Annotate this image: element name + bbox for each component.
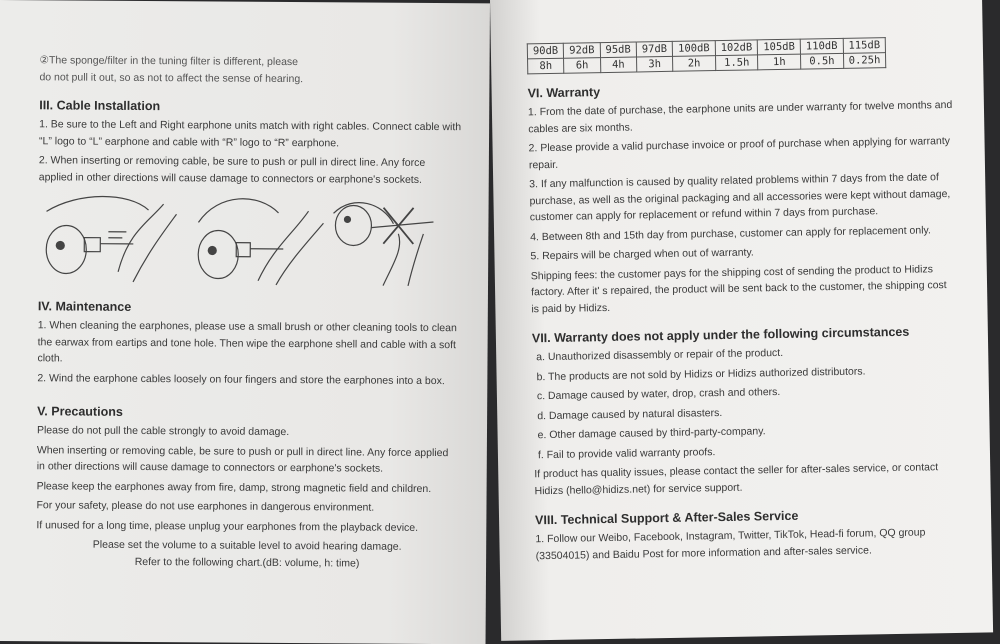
precautions-heading: V. Precautions	[37, 404, 123, 419]
cable-item-1: 1. Be sure to the Left and Right earphone units match with right cables. Connect cable with “L” logo to “L” earphone and cable with “R” logo to “R” earphone.	[38, 118, 462, 149]
warranty-item-5: 5. Repairs will be charged when out of warranty.	[530, 246, 754, 263]
exclusion-item: d. Damage caused by natural disasters.	[537, 406, 723, 422]
warranty-item-3: 3. If any malfunction is caused by quality related problems within 7 days from the date of purchase, as well as the original packaging and all accessories were kept without damage, customer can apply for replacement or refund within 7 days from purchase.	[529, 171, 951, 224]
warranty-item-2: 2. Please provide a valid purchase invoice or proof of purchase when applying for warranty repair.	[528, 134, 951, 171]
db-cell: 97dB	[636, 41, 673, 57]
support-text: 1. Follow our Weibo, Facebook, Instagram, Twitter, TikTok, Head-fi forum, QQ group (33504015) and Baidu Post for more information and after-sales service.	[535, 526, 926, 562]
exclusion-item: f. Fail to provide valid warranty proofs.	[537, 445, 716, 461]
exclusion-item: a. Unauthorized disassembly or repair of the product.	[536, 346, 784, 364]
support-heading: VIII. Technical Support & After-Sales Service	[534, 508, 799, 528]
hours-cell: 4h	[600, 57, 637, 73]
precaution-item-4: For your safety, please do not use earphones in dangerous environment.	[36, 499, 375, 514]
maintenance-item-2: 2. Wind the earphone cables loosely on four fingers and store the earphones into a box.	[37, 371, 445, 387]
earphone-insert-illustration	[46, 196, 177, 282]
warranty-item-4: 4. Between 8th and 15th day from purchase, customer can apply for replacement only.	[530, 223, 931, 243]
db-cell: 115dB	[843, 38, 886, 54]
hours-cell: 6h	[564, 58, 601, 74]
wrong-direction-illustration	[333, 202, 434, 286]
volume-time-table	[527, 37, 887, 74]
db-cell: 110dB	[800, 38, 843, 54]
warranty-exclusions-heading: VII. Warranty does not apply under the following circumstances	[531, 324, 910, 346]
filter-notice-line-1: ②The sponge/filter in the tuning filter is different, please	[39, 54, 299, 69]
precaution-item-5: If unused for a long time, please unplug your earphones from the playback device.	[36, 518, 419, 534]
db-cell: 92dB	[564, 43, 601, 59]
warranty-heading: VI. Warranty	[527, 85, 601, 101]
hours-cell: 0.5h	[801, 53, 844, 69]
precaution-item-3: Please keep the earphones away from fire, damp, strong magnetic field and children.	[36, 479, 432, 495]
db-cell: 90dB	[527, 43, 564, 59]
db-cell: 102dB	[715, 40, 758, 56]
left-page	[0, 0, 490, 644]
hours-cell: 2h	[673, 56, 716, 72]
hours-cell: 1.5h	[715, 55, 758, 71]
exclusions-list	[532, 342, 960, 463]
volume-note-2: Refer to the following chart.(dB: volume, h: time)	[134, 555, 360, 570]
db-cell: 100dB	[672, 41, 715, 57]
hours-cell: 3h	[636, 56, 673, 72]
exclusion-item: b. The products are not sold by Hidizs or Hidizs authorized distributors.	[536, 365, 866, 383]
hours-cell: 1h	[758, 54, 801, 70]
precaution-item-1: Please do not pull the cable strongly to avoid damage.	[36, 424, 290, 439]
cable-item-2: 2. When inserting or removing cable, be sure to push or pull in direct line. Any force applied in other directions will cause damage to connectors or earphone's sockets.	[38, 154, 426, 186]
right-page	[490, 0, 993, 641]
earphone-pull-illustration	[198, 198, 324, 285]
warranty-item-1: 1. From the date of purchase, the earphone units are under warranty for twelve months and cables are six months.	[527, 98, 953, 135]
precaution-item-2: When inserting or removing cable, be sure to push or pull in direct line. Any force applied in other directions will cause damage to connectors or earphone's sockets.	[36, 443, 449, 475]
hours-cell: 0.25h	[843, 53, 886, 69]
cable-installation-heading: III. Cable Installation	[39, 98, 161, 114]
cable-illustrations	[38, 191, 461, 290]
db-cell: 105dB	[758, 39, 801, 55]
exclusion-item: e. Other damage caused by third-party-company.	[537, 425, 766, 442]
shipping-fees: Shipping fees: the customer pays for the shipping cost of sending the product to Hidizs factory. After it' s repaired, the product will be sent back to the customer, the shipping cost is paid by Hidizs.	[530, 262, 947, 315]
volume-note-1: Please set the volume to a suitable level to avoid hearing damage.	[92, 538, 402, 553]
contact-info: If product has quality issues, please contact the seller for after-sales service, or contact Hidizs (hello@hidizs.net) for service support.	[534, 461, 939, 497]
filter-notice-line-2: do not pull it out, so as not to affect the sense of hearing.	[39, 71, 304, 86]
maintenance-item-1: 1. When cleaning the earphones, please use a small brush or other cleaning tools to clean the earwax from eartips and tone hole. Then wipe the earphone shell and cable with a soft cloth.	[37, 319, 457, 365]
exclusion-item: c. Damage caused by water, drop, crash and others.	[536, 385, 781, 403]
hours-cell: 8h	[528, 58, 565, 74]
maintenance-heading: IV. Maintenance	[37, 299, 132, 314]
db-cell: 95dB	[600, 42, 637, 58]
